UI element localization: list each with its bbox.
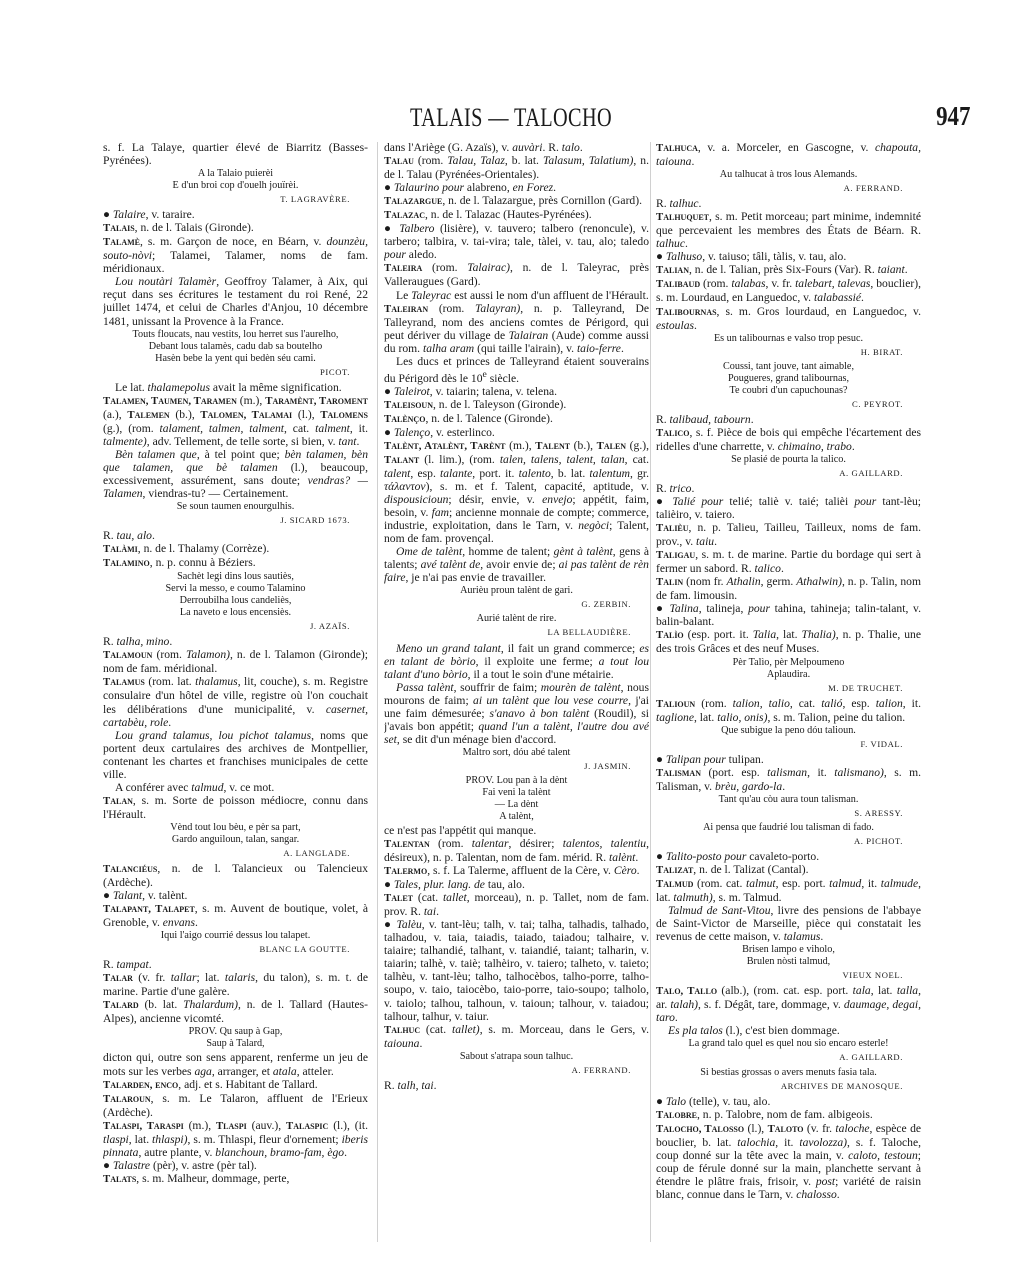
dictionary-entry: Talian, n. de l. Talian, près Six-Fours (Var). R. taiant.: [656, 263, 908, 277]
quotation: Touts floucats, nau vestits, lou herret sus l'aurelho, Debant lous talamès, cadu dab sa boutelho Hasèn bebe la yent qui bedèn séu cami.: [132, 328, 339, 364]
quotation-author: J. AZAÏS.: [309, 621, 350, 632]
dictionary-entry: ● Talipan pour tulipan.: [656, 752, 764, 766]
dictionary-entry: Talaspi, Taraspi (m.), Tlaspi (auv.), Talaspic (l.), (it. tlaspi, lat. thlaspi), s. m. Thlaspi, fleur d'ornement; iberis pinnata, autre plante, v. blanchoun, bramo-fam, ègo.: [103, 1118, 368, 1159]
dictionary-entry: ● Talaire, v. taraire.: [103, 208, 195, 222]
quotation-author: A. GAILLARD.: [839, 1052, 903, 1063]
quotation: A la Talaio puierèi E d'un broi cop d'ouelh jouïrèi.: [172, 168, 299, 192]
quotation: Iqui l'aigo courrié dessus lou talapet.: [160, 930, 311, 942]
dictionary-entry: ● Taleirot, v. taiarin; talena, v. telena.: [384, 384, 558, 398]
dictionary-entry: Talazac, n. de l. Talazac (Hautes-Pyrénées).: [384, 208, 592, 222]
quotation-author: A. FERRAND.: [843, 183, 903, 194]
quotation-author: F. VIDAL.: [860, 738, 903, 749]
page-header: [380, 103, 970, 137]
dictionary-entry: Ome de talènt, homme de talent; gènt à talènt, gens à talents; avé talènt de, avoir envie de; ai pas talènt de rèn faire, je n'ai pas envie de travailler.: [384, 545, 649, 585]
dictionary-entry: Talibournas, s. m. Gros lourdaud, en Languedoc, v. estoulas.: [656, 304, 921, 332]
dictionary-entry: ● Talèu, v. tant-lèu; talh, v. tai; talha, talhadis, talhado, talhadou, v. taia, taiadis, taiado, taiadou; talhaire, v. taiaire; talhandié, talhant, v. taiandié, taiant; talharin, v. taiarin; talhè, v. taiè; talhèiro, v. taiero; talheto, v. taieto; talhèu, v. tant-lèu; talho, talhocèbos, talho-porre, talho-soupo, v. taio, taiocèbo, taio-porre, taio-soupo; talholo, v. taiolo; talhou, talhoun, v. taioun; talhour, v. taiadou; talhour, talhur, v. taiur.: [384, 918, 649, 1023]
dictionary-entry: Talar (v. fr. tallar; lat. talaris, du talon), s. m. t. de marine. Partie d'une galère.: [103, 971, 368, 999]
column-rule: [377, 142, 378, 1242]
dictionary-entry: Meno un grand talant, il fait un grand commerce; es en talant de bòrio, il exploite une ferme; a tout lou talant d'uno bòrio, il a tout le soin d'une métairie.: [384, 641, 649, 681]
dictionary-entry: Talamoun (rom. Talamon), n. de l. Talamon (Gironde); nom de fam. méridional.: [103, 648, 368, 676]
quotation: La grand talo quel es quel nou sio encaro esterle!: [688, 1038, 889, 1050]
dictionary-entry: Talin (nom fr. Athalin, germ. Athalwin), n. p. Talin, nom de fam. limousin.: [656, 575, 921, 603]
dictionary-entry: Lou noutàri Talamèr, Geoffroy Talamer, à Aix, qui reçut dans ses écritures le testament du roi René, 22 juillet 1474, et celui de Charles d'Anjou, 10 décembre 1481, unissant la Provence à la France.: [103, 275, 368, 328]
quotation: Maltro sort, dóu abé talent: [462, 746, 571, 758]
dictionary-entry: Talioun (rom. talion, talio, cat. talió, esp. talion, it. taglione, lat. talio, onis), s. m. Talion, peine du talion.: [656, 696, 921, 724]
dictionary-entry: Talamus (rom. lat. thalamus, lit, couche), s. m. Registre consulaire d'un hôtel de ville, registre où l'on couchait les délibérations d'une municipalité, v. casernet, cartabèu, role.: [103, 675, 368, 729]
dictionary-entry: Talamino, n. p. connu à Béziers.: [103, 556, 256, 570]
quotation-author: G. ZERBIN.: [581, 599, 631, 610]
dictionary-entry: Talièu, n. p. Talieu, Tailleu, Tailleux, noms de fam. prov., v. taiu.: [656, 521, 921, 549]
dictionary-entry: Talizat, n. de l. Talizat (Cantal).: [656, 862, 809, 876]
quotation-author: J. SICARD 1673.: [280, 515, 350, 526]
dictionary-entry: ● Talastre (pèr), v. astre (pèr tal).: [103, 1158, 257, 1172]
dictionary-entry: R. talha, mino.: [103, 635, 173, 649]
quotation-author: LA BELLAUDIÈRE.: [547, 627, 631, 638]
quotation: Tant qu'au còu aura toun talisman.: [718, 793, 859, 805]
dictionary-entry: ce n'est pas l'appétit qui manque.: [384, 823, 537, 837]
quotation: Vènd tout lou bèu, e pèr sa part, Gardo anguiloun, talan, sangar.: [170, 821, 301, 845]
quotation: PROV. Qu saup à Gap, Saup à Talard,: [188, 1026, 283, 1050]
quotation: Si bestias grossas o avers menuts fasia tala.: [700, 1066, 877, 1078]
quotation: Au talhucat à tros lous Alemands.: [719, 169, 858, 181]
dictionary-entry: ● Tales, plur. lang. de tau, alo.: [384, 878, 525, 892]
dictionary-entry: Talàmi, n. de l. Thalamy (Corrèze).: [103, 542, 270, 556]
quotation: Aurièu proun talènt de gari.: [460, 585, 573, 597]
dictionary-entry: Lou grand talamus, lou pichot talamus, noms que portent deux cartulaires des archives de Montpellier, contenant les chartes et franchises municipales de cette ville.: [103, 728, 368, 781]
dictionary-entry: Talermo, s. f. La Talerme, affluent de la Cère, v. Cèro.: [384, 864, 640, 878]
dictionary-entry: Taleisoun, n. de l. Taleyson (Gironde).: [384, 397, 567, 411]
dictionary-entry: Talènt, Atalènt, Tarènt (m.), Talent (b.), Talen (g.), Talant (l. lim.), (rom. talen, talens, talent, talan, cat. talent, esp. talante, port. it. talento, b. lat. talentum, gr. τάλαντον), s. m. et f. Talent, capacité, aptitude, v. dispousicioun; désir, envie, v. envejo; appétit, faim, besoin, v. fam; ancienne monnaie de compte; commerce, industrie, exploitation, dans le Tarn, v. negòci; Talent, nom de fam. provençal.: [384, 438, 649, 546]
dictionary-entry: Talaroun, s. m. Le Talaron, affluent de l'Erieux (Ardèche).: [103, 1091, 368, 1119]
dictionary-entry: Talocho, Talosso (l.), Taloto (v. fr. taloche, espèce de bouclier, b. lat. talochia, it. tavolozza), s. f. Taloche, coup donné sur la tête avec la main, v. caloto, testoun; coup de férule donné sur la main, planchette servant à étendre le plâtre frais, frisoir, v. post; variété de raisin blanc, connue dans le Tarn, v. chalosso.: [656, 1121, 921, 1201]
quotation: Sabout s'atrapa soun talhuc.: [459, 1050, 574, 1062]
column-1: [103, 141, 368, 1251]
quotation-author: C. PEYROT.: [852, 398, 903, 409]
dictionary-entry: Talais, n. de l. Talais (Gironde).: [103, 221, 254, 235]
dictionary-entry: Es pla talos (l.), c'est bien dommage.: [668, 1024, 840, 1038]
page-number: 947: [935, 101, 970, 131]
dictionary-entry: Talet (cat. tallet, morceau), n. p. Tallet, nom de fam. prov. R. tai.: [384, 891, 649, 919]
dictionary-entry: Talentan (rom. talentar, désirer; talentos, talentiu, désireux), n. p. Talentan, nom de fam. mérid. R. talènt.: [384, 836, 649, 865]
dictionary-entry: ● Talenço, v. esterlinco.: [384, 425, 495, 439]
dictionary-entry: ● Talito-posto pour cavaleto-porto.: [656, 849, 820, 863]
dictionary-entry: Talarden, enco, adj. et s. Habitant de Tallard.: [103, 1077, 318, 1091]
quotation: Se plasié de pourta la talico.: [731, 453, 846, 465]
quotation-author: T. LAGRAVÈRE.: [280, 194, 350, 205]
dictionary-entry: dans l'Ariège (G. Azaïs), v. auvàri. R. talo.: [384, 141, 583, 154]
quotation-author: J. JASMIN.: [584, 760, 631, 771]
quotation: Aurié talènt de rire.: [476, 613, 557, 625]
dictionary-entry: ● Talbero (lisière), v. tauvero; talbero (renoncule), v. tarbero; talbira, v. tai-vira; tale, tàlei, v. tau, alo; taledo pour aledo.: [384, 222, 649, 262]
dictionary-entry: Bèn talamen que, à tel point que; bèn talamen, bèn que talamen, que bè talamen (l.), beaucoup, excessivement, assurément, sans doute; vendras? — Talamen, viendras-tu? — Certainement.: [103, 447, 368, 500]
dictionary-entry: Taligau, s. m. t. de marine. Partie du bordage qui sert à fermer un sabord. R. talico.: [656, 548, 921, 576]
dictionary-entry: R. trico.: [656, 481, 695, 495]
dictionary-entry: Talan, s. m. Sorte de poisson médiocre, connu dans l'Hérault.: [103, 793, 368, 821]
quotation-author: BLANC LA GOUTTE.: [259, 944, 350, 955]
quotation: PROV. Lou pan à la dènt Fai veni la talènt — La dènt A talènt,: [465, 774, 568, 822]
quotation: Brisen lampo e viholo, Brulen nòsti talmud,: [742, 944, 835, 968]
dictionary-entry: R. talibaud, tabourn.: [656, 412, 754, 426]
column-rule: [650, 142, 651, 1242]
dictionary-entry: ● Talina, talineja, pour tahina, tahineja; talin-talant, v. balin-balant.: [656, 602, 921, 629]
quotation-author: ARCHIVES DE MANOSQUE.: [780, 1080, 903, 1091]
dictionary-entry: Talanciéus, n. de l. Talancieux ou Talencieux (Ardèche).: [103, 861, 368, 890]
dictionary-entry: Talhuca, v. a. Morceler, en Gascogne, v. chapouta, taiouna.: [656, 141, 921, 169]
dictionary-entry: s. f. La Talaye, quartier élevé de Biarritz (Basses-Pyrénées).: [103, 141, 368, 168]
dictionary-entry: Talìo (esp. port. it. Talia, lat. Thalia), n. p. Thalie, une des trois Grâces et des neuf Muses.: [656, 628, 921, 656]
quotation-author: A. LANGLADE.: [283, 847, 350, 858]
dictionary-entry: Talibaud (rom. talabas, v. fr. talebart, talevas, bouclier), s. m. Lourdaud, en Languedoc, v. talabassié.: [656, 277, 921, 305]
running-title: TALAIS — TALOCHO: [410, 103, 613, 132]
quotation-author: A. GAILLARD.: [839, 467, 903, 478]
quotation-author: PICOT.: [320, 366, 350, 377]
dictionary-entry: R. tampat.: [103, 958, 152, 972]
dictionary-entry: Taleiran (rom. Talayran), n. p. Talleyrand, De Talleyrand, nom des anciens comtes de Périgord, qui peut dériver du village de Talairan (Aude) comme aussi du rom. talha aram (qui taille l'airain), v. taio-ferre.: [384, 301, 649, 355]
dictionary-entry: ● Talant, v. talènt.: [103, 889, 188, 903]
dictionary-entry: Talard (b. lat. Thalardum), n. de l. Tallard (Hautes-Alpes), ancienne vicomté.: [103, 998, 368, 1026]
dictionary-entry: Talènço, n. de l. Talence (Gironde).: [384, 411, 553, 425]
dictionary-entry: Taleira (rom. Talairac), n. de l. Taleyrac, près Valleraugues (Gard).: [384, 261, 649, 289]
dictionary-entry: R. talhuc.: [656, 197, 702, 211]
quotation-author: A. PICHOT.: [853, 835, 903, 846]
quotation: Que subigue la peno dóu talioun.: [721, 724, 856, 736]
dictionary-entry: Passa talènt, souffrir de faim; mourèn de talènt, nous mourons de faim; ai un talènt que lou vese courre, j'ai une faim démesurée; s'anavo à bon talènt (Roudil), si j'avais bon appétit; quand l'un a talènt, l'autre dou avé set, se dit d'un ménage bien d'accord.: [384, 680, 649, 746]
dictionary-entry: Talats, s. m. Malheur, dommage, perte,: [103, 1171, 290, 1185]
dictionary-entry: Talazargue, n. de l. Talazargue, près Cornillon (Gard).: [384, 194, 642, 208]
dictionary-entry: Les ducs et princes de Talleyrand étaient souverains du Périgord dès le 10e siècle.: [384, 354, 649, 385]
dictionary-entry: Talhuquet, s. m. Petit morceau; part minime, indemnité que percevaient les membres des États de Béarn. R. talhuc.: [656, 210, 921, 251]
dictionary-entry: Talo, Tallo (alb.), (rom. cat. esp. port. tala, lat. talla, ar. talah), s. f. Dégât, tare, dommage, v. daumage, degai, taro.: [656, 984, 921, 1025]
dictionary-entry: Talobre, n. p. Talobre, nom de fam. albigeois.: [656, 1107, 873, 1121]
column-3: [656, 141, 921, 1251]
dictionary-entry: dicton qui, outre son sens apparent, renferme un jeu de mots sur les verbes aga, arranger, et atala, atteler.: [103, 1051, 368, 1078]
quotation-author: H. BIRAT.: [860, 346, 903, 357]
quotation: Se soun taumen enourgulhis.: [176, 501, 295, 513]
dictionary-entry: Talhuc (cat. tallet), s. m. Morceau, dans le Gers, v. taiouna.: [384, 1022, 649, 1050]
dictionary-entry: Talmud de Sant-Vitou, livre des pensions de l'abbaye de Saint-Victor de Marseille, pièce qui constatait les revenus de cette maison, v. talamus.: [656, 904, 921, 944]
dictionary-entry: Talamen, Taumen, Taramen (m.), Taramènt, Taroment (a.), Talemen (b.), Talomen, Talamai (l.), Talomens (g.), (rom. talament, talmen, talment, cat. talment, it. talmente), adv. Tellement, de telle sorte, si bien, v. tant.: [103, 393, 368, 448]
dictionary-entry: ● Talaurino pour alabreno, en Forez.: [384, 181, 557, 195]
dictionary-entry: A conférer avec talmud, v. ce mot.: [115, 780, 275, 794]
quotation: Coussi, tant jouve, tant aimable, Pougueres, grand talibournas, Te coubri d'un capuchounas?: [723, 360, 854, 396]
quotation-author: S. ARESSY.: [854, 807, 903, 818]
dictionary-entry: R. talh, tai.: [384, 1078, 437, 1092]
dictionary-entry: ● Talié pour telié; taliè v. taié; talièi pour tant-lèu; talièiro, v. taiero.: [656, 494, 921, 521]
quotation-author: A. FERRAND.: [571, 1064, 631, 1075]
quotation-author: VIEUX NOEL.: [842, 970, 903, 981]
column-2: [384, 141, 649, 1251]
quotation: Es un talibournas e valso trop pesuc.: [713, 332, 864, 344]
dictionary-entry: Talmud (rom. cat. talmut, esp. port. talmud, it. talmude, lat. talmuth), s. m. Talmud.: [656, 877, 921, 905]
dictionary-entry: Talamè, s. m. Garçon de noce, en Béarn, v. dounzèu, souto-nòvi; Talamei, Talamer, noms de fam. méridionaux.: [103, 235, 368, 276]
quotation: Pèr Talìo, pèr Melpoumeno Aplaudira.: [732, 656, 845, 680]
quotation: Sachèt legi dins lous sautiès, Servi la messo, e coumo Talamino Derroubilha lous candeliès, La naveto e lous encensiès.: [165, 571, 306, 619]
dictionary-entry: R. tau, alo.: [103, 529, 155, 543]
quotation-author: M. DE TRUCHET.: [828, 682, 903, 693]
dictionary-entry: ● Talhuso, v. taiuso; tâli, tàlis, v. tau, alo.: [656, 250, 847, 264]
dictionary-entry: Talau (rom. Talau, Talaz, b. lat. Talasum, Talatium), n. de l. Talau (Pyrénées-Orientales).: [384, 154, 649, 182]
dictionary-entry: Talisman (port. esp. talisman, it. talismano), s. m. Talisman, v. brèu, gardo-la.: [656, 765, 921, 793]
dictionary-entry: Le lat. thalamepolus avait la même signification.: [115, 380, 342, 394]
dictionary-entry: Talico, s. f. Pièce de bois qui empêche l'écartement des ridelles d'une charrette, v. chimaino, trabo.: [656, 425, 921, 453]
dictionary-entry: ● Talo (telle), v. tau, alo.: [656, 1094, 771, 1108]
dictionary-entry: Talapant, Talapet, s. m. Auvent de boutique, volet, à Grenoble, v. envans.: [103, 902, 368, 930]
dictionary-entry: Le Taleyrac est aussi le nom d'un affluent de l'Hérault.: [396, 288, 649, 302]
quotation: Ai pensa que faudrié lou talisman di fado.: [703, 821, 874, 833]
